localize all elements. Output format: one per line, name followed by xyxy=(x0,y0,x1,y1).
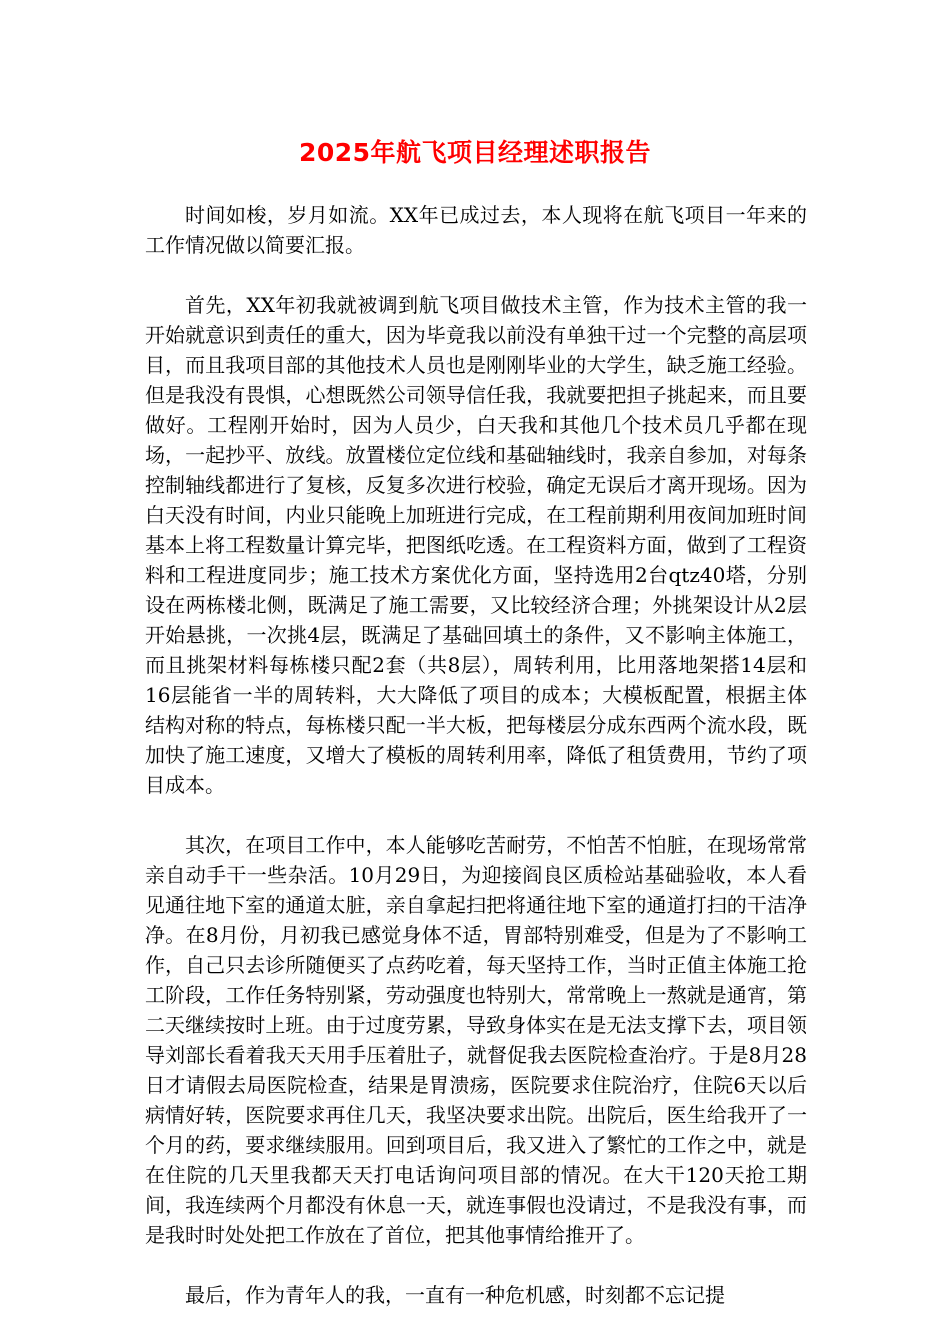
document-title: 2025年航飞项目经理述职报告 xyxy=(298,138,652,167)
paragraph-intro: 时间如梭，岁月如流。XX年已成过去，本人现将在航飞项目一年来的工作情况做以简要汇报。 xyxy=(145,203,807,257)
document-body xyxy=(145,200,807,1310)
paragraph-last: 最后，作为青年人的我，一直有一种危机感，时刻都不忘记提 xyxy=(185,1283,725,1307)
paragraph-second: 其次，在项目工作中，本人能够吃苦耐劳，不怕苦不怕脏，在现场常常亲自动手干一些杂活。10月29日，为迎接阎良区质检站基础验收，本人看见通往地下室的通道太脏，亲自拿起扫把将通往地下室的通道打扫的干洁净净。在8月份，月初我已感觉身体不适，胃部特别难受，但是为了不影响工作，自己只去诊所随便买了点药吃着，每天坚持工作，当时正值主体施工抢工阶段，工作任务特别紧，劳动强度也特别大，常常晚上一熬就是通宵，第二天继续按时上班。由于过度劳累，导致身体实在是无法支撑下去，项目领导刘部长看着我天天用手压着肚子，就督促我去医院检查治疗。于是8月28日才请假去局医院检查，结果是胃溃疡，医院要求住院治疗，住院6天以后病情好转，医院要求再住几天，我坚决要求出院。出院后，医生给我开了一个月的药，要求继续服用。回到项目后，我又进入了繁忙的工作之中，就是在住院的几天里我都天天打电话询问项目部的情况。在大干120天抢工期间，我连续两个月都没有休息一天，就连事假也没请过，不是我没有事，而是我时时处处把工作放在了首位，把其他事情给推开了。 xyxy=(145,833,807,1247)
paragraph-first: 首先，XX年初我就被调到航飞项目做技术主管，作为技术主管的我一开始就意识到责任的重大，因为毕竟我以前没有单独干过一个完整的高层项目，而且我项目部的其他技术人员也是刚刚毕业的大学生，缺乏施工经验。但是我没有畏惧，心想既然公司领导信任我，我就要把担子挑起来，而且要做好。工程刚开始时，因为人员少，白天我和其他几个技术员几乎都在现场，一起抄平、放线。放置楼位定位线和基础轴线时，我亲自参加，对每条控制轴线都进行了复核，反复多次进行校验，确定无误后才离开现场。因为白天没有时间，内业只能晚上加班进行完成，在工程前期利用夜间加班时间基本上将工程数量计算完毕，把图纸吃透。在工程资料方面，做到了工程资料和工程进度同步；施工技术方案优化方面，坚持选用2台qtz40塔，分别设在两栋楼北侧，既满足了施工需要，又比较经济合理；外挑架设计从2层开始悬挑，一次挑4层，既满足了基础回填土的条件，又不影响主体施工，而且挑架材料每栋楼只配2套（共8层），周转利用，比用落地架搭14层和16层能省一半的周转料，大大降低了项目的成本；大模板配置，根据主体结构对称的特点，每栋楼只配一半大板，把每楼层分成东西两个流水段，既加快了施工速度，又增大了模板的周转利用率，降低了租赁费用，节约了项目成本。 xyxy=(145,293,807,797)
